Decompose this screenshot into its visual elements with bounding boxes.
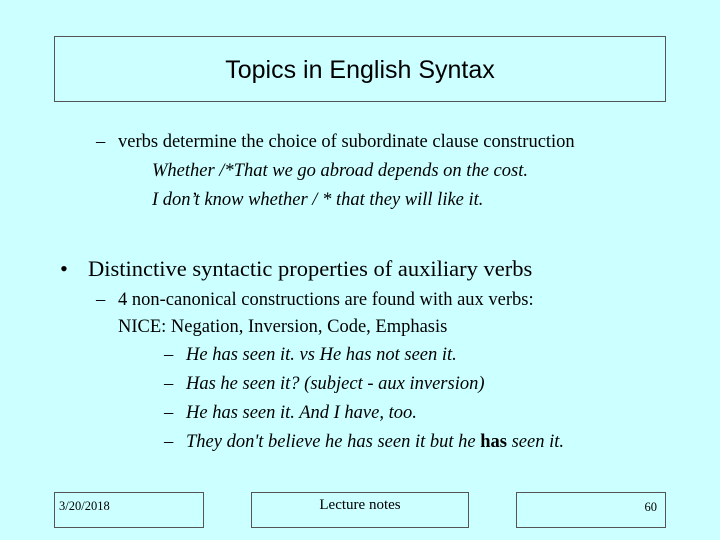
subpoint-clause-construction: verbs determine the choice of subordinate clause construction (118, 132, 575, 152)
example-sentence: I don’t know whether / * that they will like it. (152, 190, 484, 210)
example-emphasis-post: seen it. (506, 432, 565, 452)
dash-marker: – (164, 432, 174, 452)
subpoint-non-canonical: 4 non-canonical constructions are found with aux verbs: (118, 290, 534, 310)
title-box (54, 36, 666, 102)
slide-number: 60 (644, 500, 657, 514)
example-emphasis (186, 432, 564, 453)
dash-marker: – (164, 345, 174, 365)
example-sentence: Whether /*That we go abroad depends on the cost. (152, 161, 528, 181)
emphasis-has: has (480, 432, 507, 452)
example-code: He has seen it. And I have, too. (186, 403, 417, 423)
dash-marker: – (164, 403, 174, 423)
example-inversion: Has he seen it? (subject - aux inversion) (186, 374, 485, 394)
slide-title: Topics in English Syntax (225, 55, 495, 84)
example-emphasis-pre: They don't believe he has seen it but he (186, 432, 481, 452)
footer-title: Lecture notes (319, 497, 401, 513)
dash-marker: – (96, 132, 106, 152)
bullet-marker: • (60, 256, 68, 281)
bullet-heading: Distinctive syntactic properties of auxiliary verbs (88, 256, 533, 281)
footer-date-box (54, 492, 204, 528)
example-negation: He has seen it. vs He has not seen it. (186, 345, 457, 365)
dash-marker: – (96, 290, 106, 310)
footer-page-box (516, 492, 666, 528)
footer-date: 3/20/2018 (59, 499, 110, 513)
dash-marker: – (164, 374, 174, 394)
subpoint-nice: NICE: Negation, Inversion, Code, Emphasis (118, 317, 448, 337)
footer-title-box (251, 492, 469, 528)
